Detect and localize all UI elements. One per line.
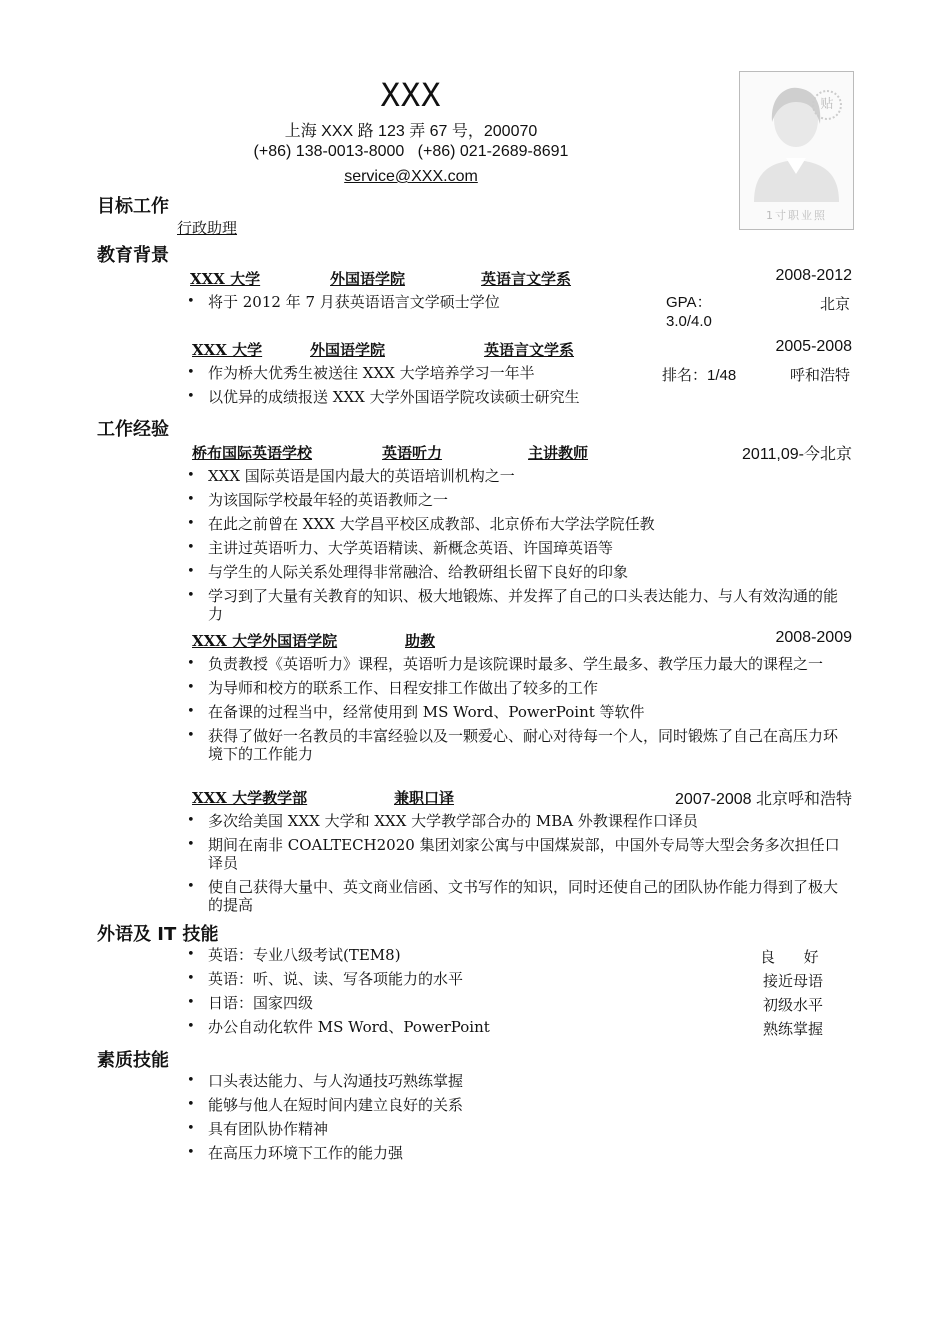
list-item: • 在高压力环境下工作的能力强 <box>187 1144 852 1162</box>
list-item: • 主讲过英语听力、大学英语精读、新概念英语、许国璋英语等 <box>187 539 852 557</box>
photo-label: 1寸职业照 <box>766 209 827 222</box>
list-item: • 以优异的成绩报送 XXX 大学外国语学院攻读硕士研究生 <box>187 388 647 406</box>
work-1-role: 主讲教师 <box>528 444 589 462</box>
skills-list <box>187 946 647 1042</box>
list-item: • 为导师和校方的联系工作、日程安排工作做出了较多的工作 <box>187 679 852 697</box>
objective-value: 行政助理 <box>177 219 238 237</box>
list-item: • 学习到了大量有关教育的知识、极大地锻炼、并发挥了自己的口头表达能力、与人有效沟通的能力 <box>187 587 852 623</box>
list-item: • 多次给美国 XXX 大学和 XXX 大学教学部合办的 MBA 外教课程作口译员 <box>187 812 852 830</box>
candidate-name: XXX <box>380 76 442 114</box>
work-2-role: 助教 <box>405 632 436 650</box>
edu-2-major: 英语言文学系 <box>484 341 575 359</box>
edu-1-location: 北京 <box>819 295 850 313</box>
section-title-qualities: 素质技能 <box>97 1050 169 1071</box>
edu-1-dates: 2008-2012 <box>775 267 852 284</box>
list-item: • 负责教授《英语听力》课程，英语听力是该院课时最多、学生最多、教学压力最大的课程之一 <box>187 655 852 673</box>
edu-1-major: 英语言文学系 <box>481 270 572 288</box>
skill-level-1: 良 好 <box>760 948 819 966</box>
work-3-dates: 2007-2008 北京呼和浩特 <box>675 791 852 808</box>
work-1-org: 桥布国际英语学校 <box>192 444 313 462</box>
phone-numbers: (+86) 138-0013-8000 (+86) 021-2689-8691 <box>253 143 569 160</box>
edu-1-bullets <box>187 293 647 317</box>
section-title-objective: 目标工作 <box>97 196 169 217</box>
edu-2-bullets <box>187 364 647 412</box>
list-item: • 获得了做好一名教员的丰富经验以及一颗爱心、耐心对待每一个人，同时锻炼了自己在高压力环境下的工作能力 <box>187 727 852 763</box>
photo-placeholder <box>739 71 854 230</box>
list-item: • 具有团队协作精神 <box>187 1120 852 1138</box>
qualities-list <box>187 1072 852 1168</box>
list-item: • 将于 2012 年 7 月获英语语言文学硕士学位 <box>187 293 647 311</box>
work-3-role: 兼职口译 <box>394 789 455 807</box>
photo-stamp: 贴 <box>812 90 842 120</box>
section-title-work: 工作经验 <box>97 419 169 440</box>
list-item: • 英语：听、说、读、写各项能力的水平 <box>187 970 647 988</box>
list-item: • 在此之前曾在 XXX 大学昌平校区成教部、北京侨布大学法学院任教 <box>187 515 852 533</box>
edu-2-college: 外国语学院 <box>310 341 386 359</box>
skill-level-3: 初级水平 <box>763 996 824 1014</box>
list-item: • 能够与他人在短时间内建立良好的关系 <box>187 1096 852 1114</box>
list-item: • 使自己获得大量中、英文商业信函、文书写作的知识，同时还使自己的团队协作能力得到了极大的提高 <box>187 878 852 914</box>
work-1-bullets <box>187 467 852 629</box>
edu-1-gpa: GPA：3.0/4.0 <box>666 294 712 330</box>
list-item: • 作为桥大优秀生被送往 XXX 大学培养学习一年半 <box>187 364 647 382</box>
list-item: • 在备课的过程当中，经常使用到 MS Word、PowerPoint 等软件 <box>187 703 852 721</box>
email-link[interactable]: service@XXX.com <box>344 168 478 185</box>
list-item: • 期间在南非 COALTECH2020 集团刘家公寓与中国煤炭部，中国外专局等大型会务多次担任口译员 <box>187 836 852 872</box>
section-title-skills: 外语及 IT 技能 <box>97 924 219 945</box>
list-item: • XXX 国际英语是国内最大的英语培训机构之一 <box>187 467 852 485</box>
work-1-dates: 2011,09-今北京 <box>742 446 852 463</box>
work-2-dates: 2008-2009 <box>775 629 852 646</box>
list-item: • 为该国际学校最年轻的英语教师之一 <box>187 491 852 509</box>
list-item: • 办公自动化软件 MS Word、PowerPoint <box>187 1018 647 1036</box>
list-item: • 与学生的人际关系处理得非常融洽、给教研组长留下良好的印象 <box>187 563 852 581</box>
skill-level-2: 接近母语 <box>763 972 824 990</box>
list-item: • 日语：国家四级 <box>187 994 647 1012</box>
edu-2-dates: 2005-2008 <box>775 338 852 355</box>
edu-1-college: 外国语学院 <box>330 270 406 288</box>
edu-2-school: XXX 大学 <box>192 341 263 359</box>
work-1-dept: 英语听力 <box>382 444 443 462</box>
list-item: • 英语：专业八级考试(TEM8) <box>187 946 647 964</box>
section-title-education: 教育背景 <box>97 245 169 266</box>
list-item: • 口头表达能力、与人沟通技巧熟练掌握 <box>187 1072 852 1090</box>
work-2-bullets <box>187 655 852 769</box>
edu-2-location: 呼和浩特 <box>789 366 850 384</box>
edu-1-school: XXX 大学 <box>190 270 261 288</box>
work-3-org: XXX 大学教学部 <box>192 789 308 807</box>
work-3-bullets <box>187 812 852 920</box>
skill-level-4: 熟练掌握 <box>763 1020 824 1038</box>
address: 上海 XXX 路 123 弄 67 号，200070 <box>284 123 538 140</box>
edu-2-rank: 排名：1/48 <box>662 367 737 384</box>
work-2-org: XXX 大学外国语学院 <box>192 632 338 650</box>
